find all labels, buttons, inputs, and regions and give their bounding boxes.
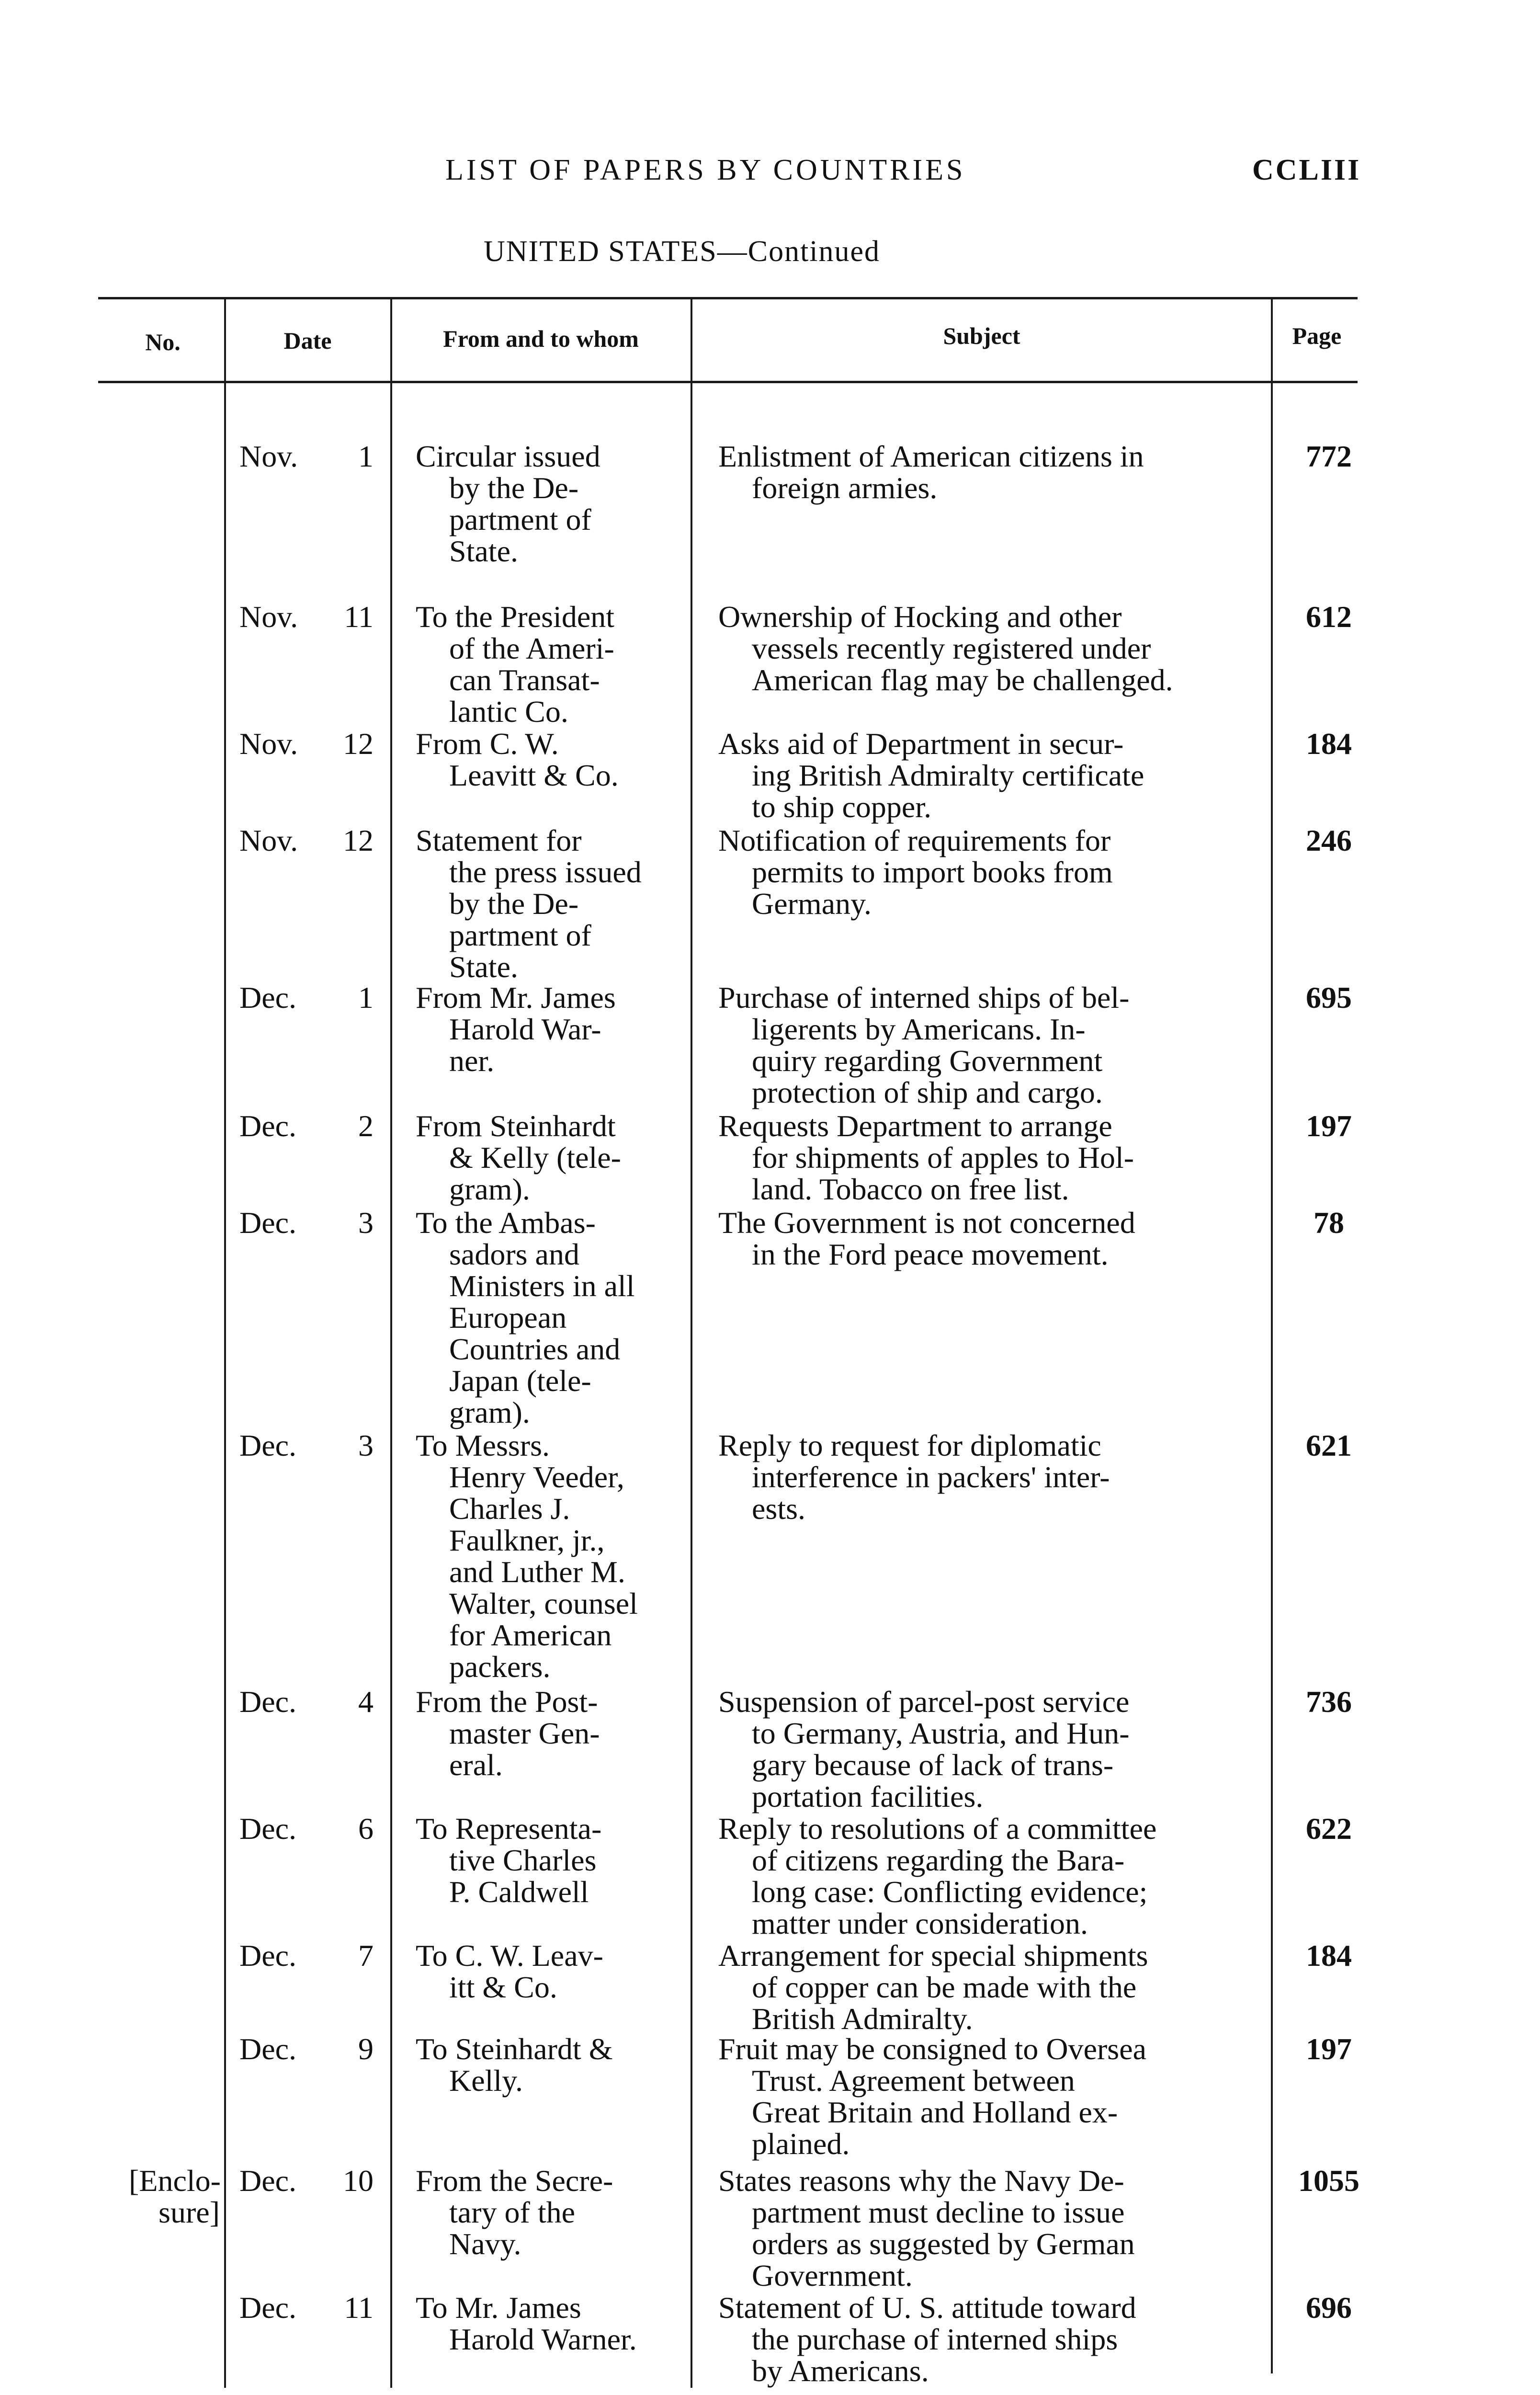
date-month: Dec. [239, 2291, 297, 2325]
cell-line: the press issued [449, 855, 642, 889]
cell-date [239, 982, 397, 1014]
cell-line: Navy. [449, 2227, 521, 2261]
page-number: CCLIII [1252, 154, 1361, 186]
cell-subject [718, 1110, 1269, 1205]
cell-subject [718, 2165, 1269, 2292]
cell-from-to [416, 1430, 698, 1683]
cell-line: the purchase of interned ships [752, 2322, 1118, 2356]
column-header-from: From and to whom [443, 325, 639, 352]
cell-subject [718, 1207, 1269, 1270]
cell-page: 197 [1306, 1109, 1352, 1143]
cell-line: To the Ambas- [416, 1206, 596, 1240]
date-day: 7 [358, 1939, 374, 1973]
cell-line: tary of the [449, 2195, 575, 2229]
cell-from-to [416, 728, 698, 791]
cell-line: ligerents by Americans. In- [752, 1012, 1086, 1046]
cell-line: master Gen- [449, 1716, 600, 1750]
cell-line: Fruit may be consigned to Oversea [718, 2032, 1146, 2066]
cell-subject [718, 441, 1269, 504]
cell-line: for shipments of apples to Hol- [752, 1140, 1134, 1175]
cell-line: ner. [449, 1044, 495, 1078]
cell-page: 621 [1306, 1428, 1352, 1462]
date-month: Dec. [239, 2032, 297, 2066]
date-month: Dec. [239, 981, 297, 1015]
cell-line: foreign armies. [752, 471, 938, 505]
cell-line: permits to import books from [752, 855, 1113, 889]
cell-from-to [416, 601, 698, 728]
column-header-no: No. [145, 329, 181, 355]
date-day: 1 [358, 981, 374, 1015]
cell-line: & Kelly (tele- [449, 1140, 621, 1175]
column-divider-no [224, 299, 226, 2388]
cell-line: quiry regarding Government [752, 1044, 1103, 1078]
cell-line: Notification of requirements for [718, 823, 1111, 857]
cell-line: to Germany, Austria, and Hun- [752, 1716, 1130, 1750]
cell-line: Faulkner, jr., [449, 1523, 605, 1557]
cell-line: To the President [416, 600, 614, 634]
cell-line: States reasons why the Navy De- [718, 2164, 1124, 2198]
cell-from-to [416, 2292, 698, 2355]
cell-line: sure] [159, 2195, 220, 2229]
cell-line: Reply to request for diplomatic [718, 1428, 1101, 1462]
cell-line: itt & Co. [449, 1970, 557, 2004]
cell-line: interference in packers' inter- [752, 1460, 1110, 1494]
cell-line: partment of [449, 502, 591, 536]
cell-subject [718, 825, 1269, 920]
cell-line: Great Britain and Holland ex- [752, 2095, 1118, 2129]
cell-page: 1055 [1298, 2164, 1359, 2198]
cell-page: 736 [1306, 1685, 1352, 1719]
cell-from-to [416, 2165, 698, 2260]
cell-page: 695 [1306, 981, 1352, 1015]
cell-line: From the Secre- [416, 2164, 613, 2198]
date-month: Dec. [239, 1206, 297, 1240]
cell-line: partment of [449, 918, 591, 952]
cell-from-to [416, 1813, 698, 1908]
cell-date [239, 1813, 397, 1845]
cell-line: Japan (tele- [449, 1364, 591, 1398]
date-day: 11 [344, 600, 374, 634]
cell-line: in the Ford peace movement. [752, 1237, 1109, 1271]
cell-line: P. Caldwell [449, 1875, 589, 1909]
running-head [0, 153, 1540, 192]
cell-line: packers. [449, 1650, 551, 1684]
cell-line: Germany. [752, 887, 872, 921]
cell-page: 696 [1306, 2291, 1352, 2325]
cell-line: State. [449, 534, 518, 568]
cell-line: of citizens regarding the Bara- [752, 1843, 1125, 1877]
cell-date [239, 825, 397, 856]
cell-line: From the Post- [416, 1685, 598, 1719]
date-day: 1 [358, 439, 374, 473]
cell-line: European [449, 1300, 567, 1334]
date-month: Dec. [239, 1812, 297, 1846]
cell-page: 612 [1306, 600, 1352, 634]
cell-line: Purchase of interned ships of bel- [718, 981, 1130, 1015]
date-month: Dec. [239, 1939, 297, 1973]
cell-line: partment must decline to issue [752, 2195, 1125, 2229]
cell-line: gary because of lack of trans- [752, 1748, 1114, 1782]
column-header-subject: Subject [943, 322, 1020, 349]
cell-from-to [416, 1110, 698, 1205]
cell-line: Reply to resolutions of a committee [718, 1812, 1157, 1846]
cell-line: plained. [752, 2127, 850, 2161]
cell-subject [718, 2292, 1269, 2387]
date-month: Dec. [239, 1428, 297, 1462]
cell-date [239, 2033, 397, 2065]
cell-from-to [416, 825, 698, 983]
cell-line: To C. W. Leav- [416, 1939, 603, 1973]
cell-from-to [416, 441, 698, 567]
cell-line: lantic Co. [449, 695, 568, 729]
cell-line: sadors and [449, 1237, 579, 1271]
cell-line: of the Ameri- [449, 631, 614, 665]
cell-line: To Mr. James [416, 2291, 581, 2325]
cell-line: by Americans. [752, 2354, 929, 2388]
cell-date [239, 601, 397, 633]
cell-page: 622 [1306, 1812, 1352, 1846]
cell-line: Suspension of parcel-post service [718, 1685, 1130, 1719]
cell-line: gram). [449, 1172, 530, 1206]
cell-from-to [416, 2033, 698, 2097]
cell-line: tive Charles [449, 1843, 597, 1877]
cell-line: vessels recently registered under [752, 631, 1151, 665]
cell-line: Statement for [416, 823, 582, 857]
date-day: 10 [343, 2164, 374, 2198]
cell-subject [718, 1813, 1269, 1939]
date-month: Dec. [239, 1685, 297, 1719]
cell-line: Henry Veeder, [449, 1460, 624, 1494]
cell-line: ing British Admiralty certificate [752, 758, 1144, 792]
cell-page: 197 [1306, 2032, 1352, 2066]
cell-subject [718, 982, 1269, 1108]
cell-line: for American [449, 1618, 612, 1652]
cell-line: Asks aid of Department in secur- [718, 727, 1124, 761]
cell-line: To Steinhardt & [416, 2032, 613, 2066]
date-month: Dec. [239, 1109, 297, 1143]
cell-subject [718, 1430, 1269, 1525]
cell-line: Statement of U. S. attitude toward [718, 2291, 1136, 2325]
cell-line: gram). [449, 1395, 530, 1429]
cell-date [239, 2292, 397, 2324]
cell-page: 78 [1314, 1206, 1344, 1240]
date-day: 9 [358, 2032, 374, 2066]
cell-line: by the De- [449, 887, 579, 921]
cell-line: by the De- [449, 471, 579, 505]
cell-line: Countries and [449, 1332, 621, 1366]
cell-line: matter under consideration. [752, 1906, 1088, 1940]
cell-page: 246 [1306, 823, 1352, 857]
cell-line: To Representa- [416, 1812, 602, 1846]
cell-line: British Admiralty. [752, 2002, 973, 2036]
cell-page: 184 [1306, 727, 1352, 761]
cell-line: eral. [449, 1748, 503, 1782]
cell-line: Harold Warner. [449, 2322, 637, 2356]
cell-line: [Enclo- [129, 2164, 221, 2198]
page-title: LIST OF PAPERS BY COUNTRIES [445, 154, 966, 186]
cell-line: From Mr. James [416, 981, 616, 1015]
cell-line: Trust. Agreement between [752, 2064, 1075, 2098]
cell-line: of copper can be made with the [752, 1970, 1137, 2004]
cell-subject [718, 728, 1269, 823]
cell-date [239, 1686, 397, 1718]
cell-line: The Government is not concerned [718, 1206, 1135, 1240]
cell-line: Circular issued [416, 439, 600, 473]
cell-line: American flag may be challenged. [752, 663, 1173, 697]
cell-line: Ownership of Hocking and other [718, 600, 1122, 634]
column-divider-subject [1271, 299, 1273, 2373]
cell-line: Leavitt & Co. [449, 758, 619, 792]
cell-line: orders as suggested by German [752, 2227, 1135, 2261]
cell-from-to [416, 1940, 698, 2003]
cell-line: Ministers in all [449, 1269, 635, 1303]
cell-line: Charles J. [449, 1492, 570, 1526]
cell-from-to [416, 982, 698, 1077]
cell-page: 184 [1306, 1939, 1352, 1973]
date-month: Dec. [239, 2164, 297, 2198]
date-day: 11 [344, 2291, 374, 2325]
cell-date [239, 1207, 397, 1239]
cell-line: portation facilities. [752, 1779, 984, 1813]
cell-line: Arrangement for special shipments [718, 1939, 1148, 1973]
date-day: 12 [343, 823, 374, 857]
cell-line: Harold War- [449, 1012, 601, 1046]
date-day: 6 [358, 1812, 374, 1846]
date-month: Nov. [239, 439, 298, 473]
cell-subject [718, 1940, 1269, 2035]
column-header-page: Page [1292, 322, 1342, 349]
cell-line: protection of ship and cargo. [752, 1075, 1103, 1109]
cell-line: From Steinhardt [416, 1109, 616, 1143]
cell-line: Kelly. [449, 2064, 523, 2098]
cell-subject [718, 1686, 1269, 1813]
cell-line: Walter, counsel [449, 1586, 638, 1620]
table-header-rule [98, 381, 1358, 383]
cell-line: land. Tobacco on free list. [752, 1172, 1069, 1206]
cell-date [239, 728, 397, 760]
date-day: 12 [343, 727, 374, 761]
column-header-date: Date [283, 327, 332, 354]
cell-subject [718, 601, 1269, 696]
date-day: 4 [358, 1685, 374, 1719]
date-month: Nov. [239, 600, 298, 634]
date-month: Nov. [239, 727, 298, 761]
cell-date [239, 1940, 397, 1972]
cell-date [239, 441, 397, 472]
cell-line: To Messrs. [416, 1428, 550, 1462]
cell-line: and Luther M. [449, 1555, 625, 1589]
table-top-rule [98, 297, 1358, 299]
cell-line: State. [449, 950, 518, 984]
cell-line: can Transat- [449, 663, 600, 697]
cell-from-to [416, 1686, 698, 1781]
cell-date [239, 1110, 397, 1142]
date-month: Nov. [239, 823, 298, 857]
cell-line: to ship copper. [752, 790, 932, 824]
cell-from-to [416, 1207, 698, 1428]
country-heading: UNITED STATES—Continued [484, 235, 881, 268]
cell-date [239, 2165, 397, 2197]
date-day: 3 [358, 1428, 374, 1462]
cell-line: Requests Department to arrange [718, 1109, 1112, 1143]
cell-page: 772 [1306, 439, 1352, 473]
cell-no [115, 2165, 235, 2228]
cell-line: Government. [752, 2258, 913, 2292]
cell-date [239, 1430, 397, 1461]
cell-line: Enlistment of American citizens in [718, 439, 1144, 473]
date-day: 2 [358, 1109, 374, 1143]
cell-line: long case: Conflicting evidence; [752, 1875, 1148, 1909]
date-day: 3 [358, 1206, 374, 1240]
cell-line: ests. [752, 1492, 805, 1526]
cell-line: From C. W. [416, 727, 559, 761]
cell-subject [718, 2033, 1269, 2160]
